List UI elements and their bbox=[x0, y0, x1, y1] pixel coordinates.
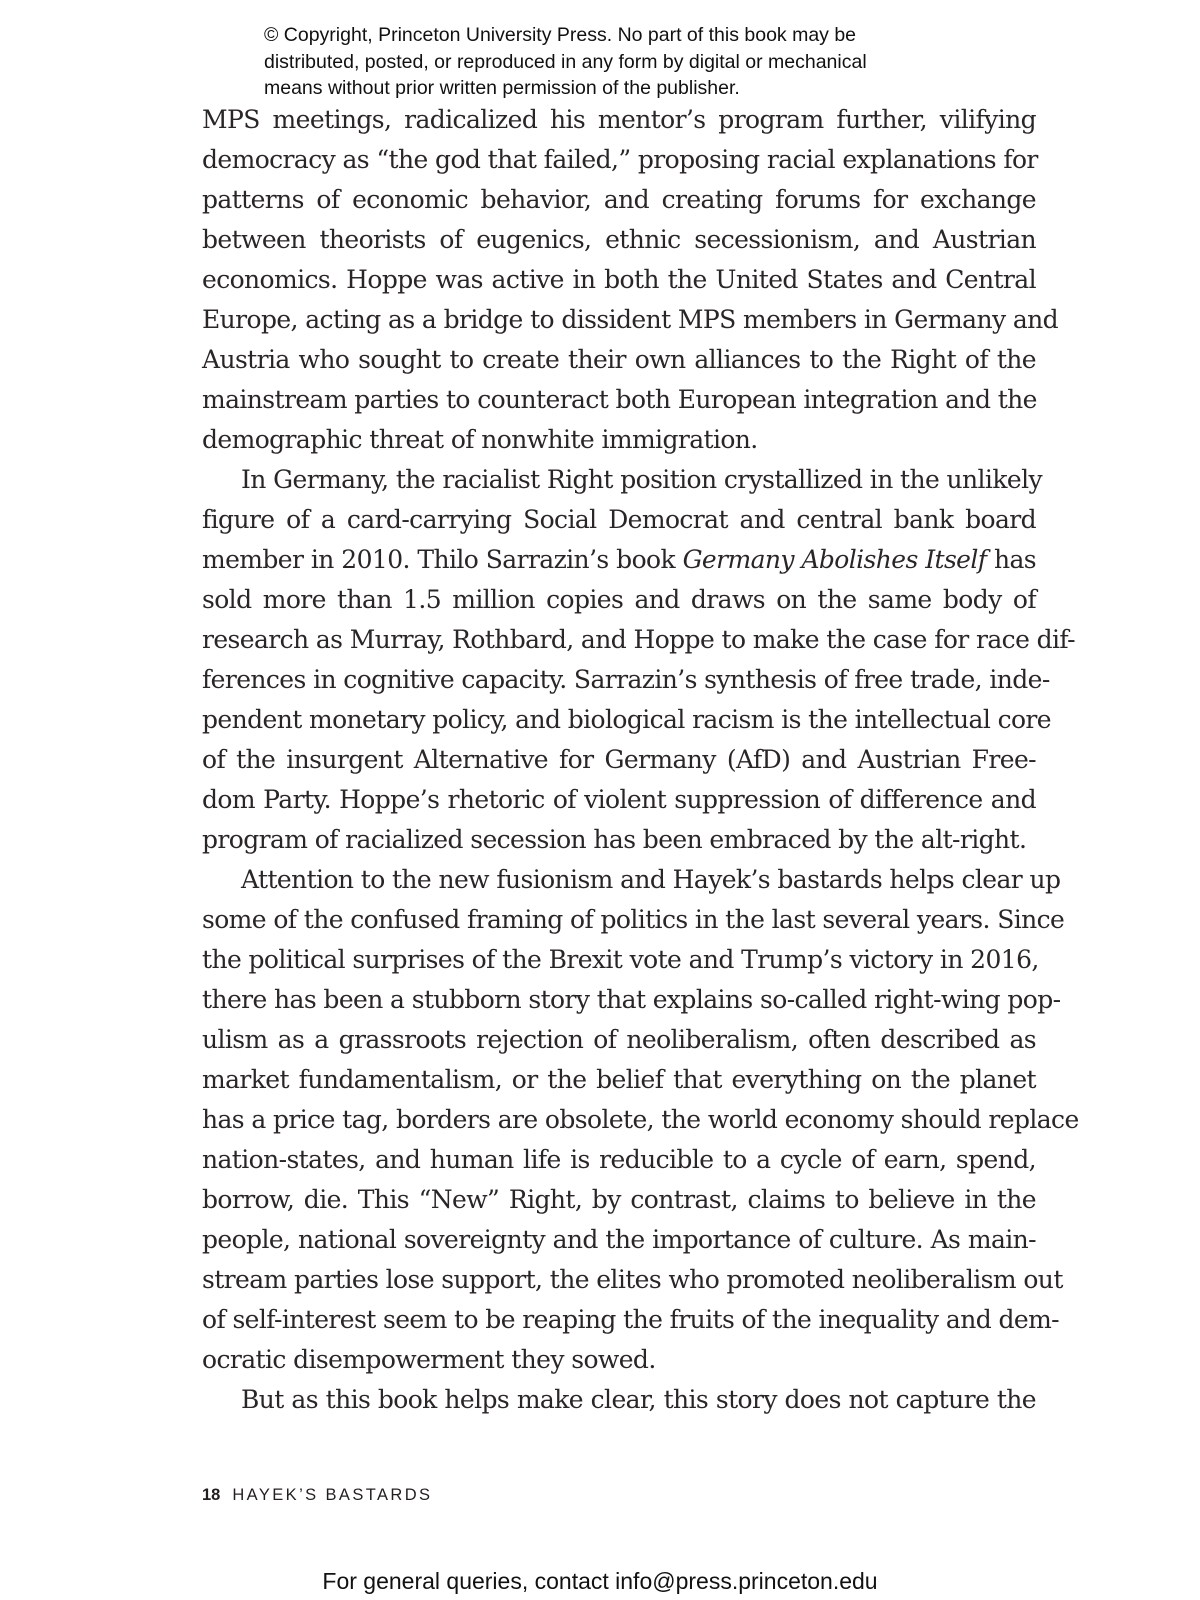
paragraph bbox=[202, 460, 1076, 860]
text-line: pendent monetary policy, and biological racism is the intellectual core bbox=[202, 705, 1051, 734]
text-line: Attention to the new fusionism and Hayek’s bastards helps clear up bbox=[241, 865, 1061, 894]
body-text bbox=[202, 100, 1079, 1420]
text-line: ferences in cognitive capacity. Sarrazin’s synthesis of free trade, inde- bbox=[202, 665, 1050, 694]
copyright-notice bbox=[264, 22, 867, 102]
page-number: 18 bbox=[202, 1486, 221, 1504]
text-line: some of the confused framing of politics in the last several years. Since bbox=[202, 905, 1065, 934]
text-line: market fundamentalism, or the belief that everything on the planet bbox=[202, 1065, 1036, 1094]
text-line: sold more than 1.5 million copies and draws on the same body of bbox=[202, 585, 1036, 614]
copyright-line: distributed, posted, or reproduced in any form by digital or mechanical bbox=[264, 50, 867, 73]
text-line: member in 2010. Thilo Sarrazin’s book Germany Abolishes Itself has bbox=[202, 545, 1037, 574]
text-line: figure of a card-carrying Social Democrat and central bank board bbox=[202, 505, 1036, 534]
text-line: dom Party. Hoppe’s rhetoric of violent suppression of difference and bbox=[202, 785, 1036, 814]
text-line: Europe, acting as a bridge to dissident MPS members in Germany and bbox=[202, 305, 1059, 334]
text-line: But as this book helps make clear, this story does not capture the bbox=[241, 1385, 1036, 1414]
text-line: between theorists of eugenics, ethnic secessionism, and Austrian bbox=[202, 225, 1036, 254]
text-line: research as Murray, Rothbard, and Hoppe to make the case for race dif- bbox=[202, 625, 1076, 654]
text-line: stream parties lose support, the elites who promoted neoliberalism out bbox=[202, 1265, 1063, 1294]
book-title: Germany Abolishes Itself bbox=[682, 545, 987, 574]
text-line: program of racialized secession has been embraced by the alt-right. bbox=[202, 825, 1027, 854]
text-line: people, national sovereignty and the importance of culture. As main- bbox=[202, 1225, 1036, 1254]
contact-line: For general queries, contact info@press.princeton.edu bbox=[322, 1568, 878, 1594]
page-footer bbox=[202, 1486, 432, 1505]
text-line: demographic threat of nonwhite immigration. bbox=[202, 425, 758, 454]
copyright-line: means without prior written permission of the publisher. bbox=[264, 77, 740, 99]
text-line: Austria who sought to create their own alliances to the Right of the bbox=[202, 345, 1036, 374]
text-line: of the insurgent Alternative for Germany (AfD) and Austrian Free- bbox=[202, 745, 1036, 774]
running-title: HAYEK’S BASTARDS bbox=[232, 1486, 433, 1504]
text-line: mainstream parties to counteract both European integration and the bbox=[202, 385, 1037, 414]
text-line: the political surprises of the Brexit vote and Trump’s victory in 2016, bbox=[202, 945, 1039, 974]
text-line: nation-states, and human life is reducible to a cycle of earn, spend, bbox=[202, 1145, 1036, 1174]
text-line: patterns of economic behavior, and creating forums for exchange bbox=[202, 185, 1036, 214]
paragraph bbox=[202, 1380, 1036, 1420]
paragraph bbox=[202, 860, 1079, 1380]
text-line: ocratic disempowerment they sowed. bbox=[202, 1345, 656, 1374]
text-line: has a price tag, borders are obsolete, the world economy should replace bbox=[202, 1105, 1079, 1134]
paragraph bbox=[202, 100, 1059, 460]
text-line: of self-interest seem to be reaping the fruits of the inequality and dem- bbox=[202, 1305, 1060, 1334]
text-line: economics. Hoppe was active in both the United States and Central bbox=[202, 265, 1036, 294]
text-line: democracy as “the god that failed,” proposing racial explanations for bbox=[202, 145, 1038, 174]
text-line: there has been a stubborn story that explains so-called right-wing pop- bbox=[202, 985, 1061, 1014]
text-line: MPS meetings, radicalized his mentor’s program further, vilifying bbox=[202, 105, 1036, 134]
text-line: ulism as a grassroots rejection of neoliberalism, often described as bbox=[202, 1025, 1036, 1054]
text-line: borrow, die. This “New” Right, by contrast, claims to believe in the bbox=[202, 1185, 1036, 1214]
copyright-line: © Copyright, Princeton University Press. No part of this book may be bbox=[264, 24, 857, 46]
text-line: In Germany, the racialist Right position crystallized in the unlikely bbox=[241, 465, 1042, 494]
